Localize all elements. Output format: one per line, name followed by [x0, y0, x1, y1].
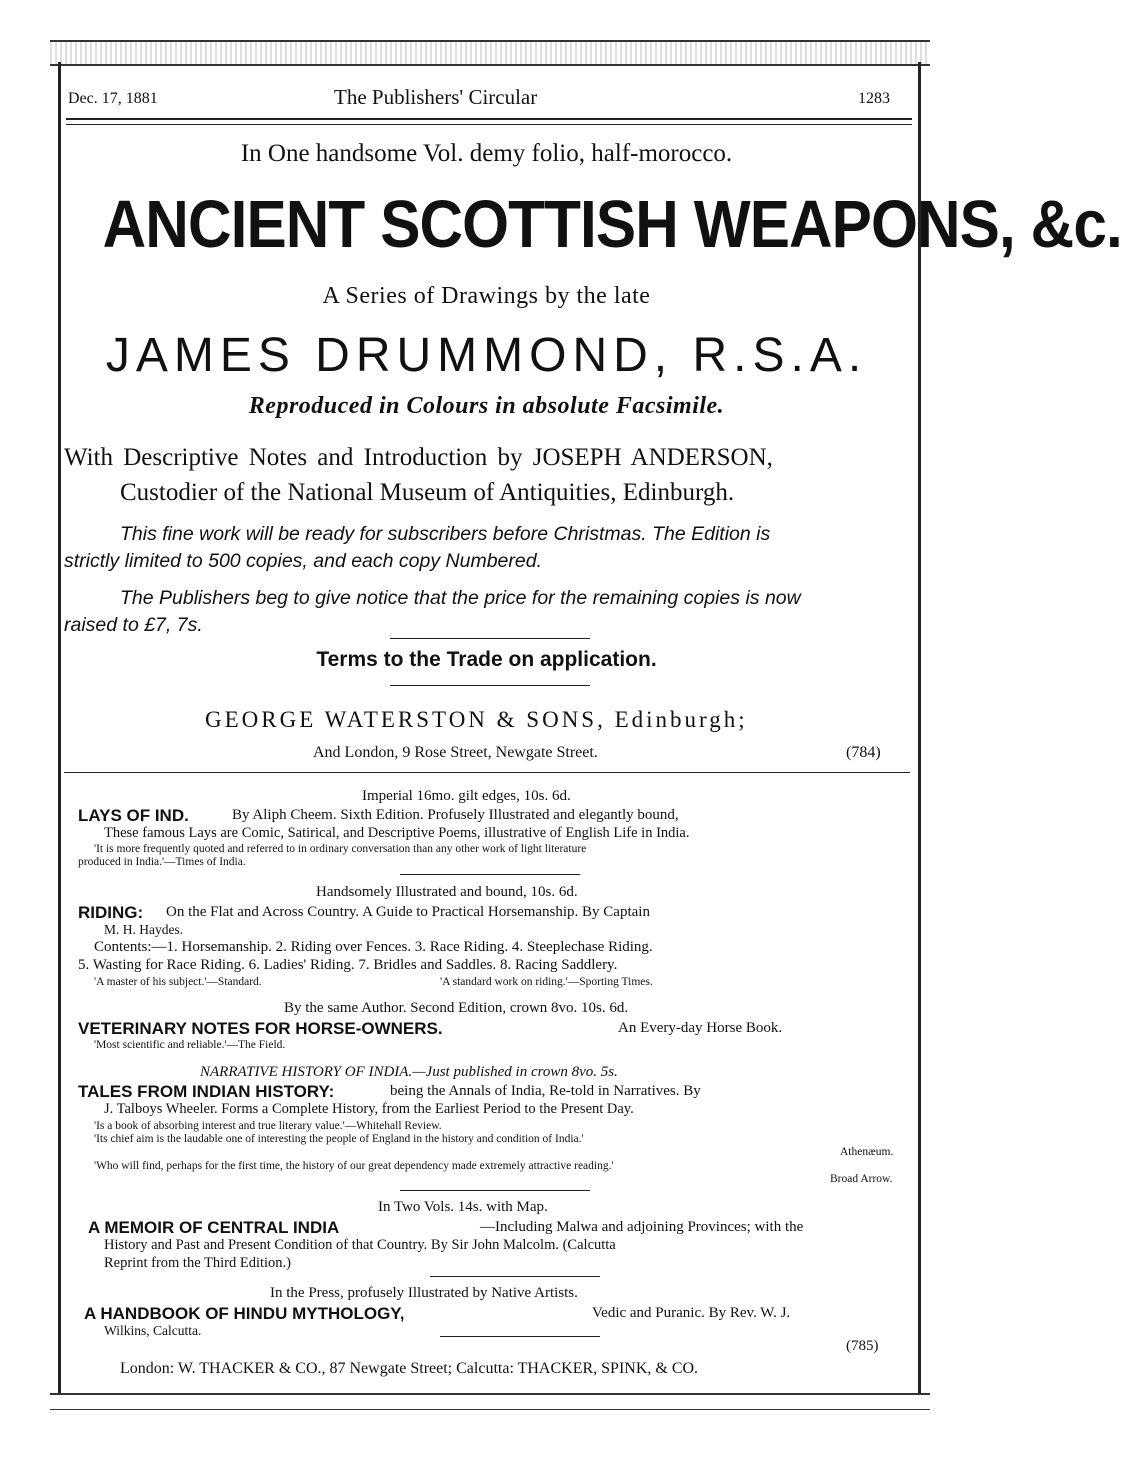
ad1-publisher: GEORGE WATERSTON & SONS, Edinburgh; [205, 707, 748, 732]
ad2-imprint: London: W. THACKER & CO., 87 Newgate Street; Calcutta: THACKER, SPINK, & CO. [120, 1360, 699, 1377]
header-rule-thin [66, 124, 912, 125]
tales-review1: 'Is a book of absorbing interest and true literary value.'—Whitehall Review. [94, 1120, 442, 1132]
ad1-notes-line1: With Descriptive Notes and Introduction by JOSEPH ANDERSON, [64, 444, 773, 471]
terms-rule-bottom [390, 685, 590, 686]
memoir-format: In Two Vols. 14s. with Map. [378, 1199, 548, 1215]
memoir-rule [430, 1276, 600, 1277]
lays-line3: 'It is more frequently quoted and referred to in ordinary conversation than any other work of light literature [94, 843, 587, 855]
ad1-reproduced: Reproduced in Colours in absolute Facsimile. [248, 393, 725, 419]
ad1-ref: (784) [846, 744, 881, 761]
ad1-terms: Terms to the Trade on application. [316, 648, 657, 671]
tales-format: NARRATIVE HISTORY OF INDIA.—Just published in crown 8vo. 5s. [200, 1064, 618, 1080]
tales-line2: J. Talboys Wheeler. Forms a Complete History, from the Earliest Period to the Present Day. [104, 1101, 634, 1117]
ad1-para2-line2: raised to £7, 7s. [64, 614, 203, 636]
lays-line2: These famous Lays are Comic, Satirical, and Descriptive Poems, illustrative of English Life in India. [104, 825, 690, 841]
bottom-ornament-band [50, 1393, 930, 1410]
tales-title: TALES FROM INDIAN HISTORY: [78, 1082, 335, 1101]
ad1-address: And London, 9 Rose Street, Newgate Street. [313, 744, 598, 761]
section-divider [64, 772, 910, 773]
ad1-series-line: A Series of Drawings by the late [322, 283, 651, 309]
vet-line1: An Every-day Horse Book. [618, 1020, 783, 1036]
riding-format: Handsomely Illustrated and bound, 10s. 6d. [316, 884, 578, 900]
tales-review3-source: Broad Arrow. [830, 1173, 893, 1185]
tales-review2-source: Athenæum. [840, 1146, 894, 1158]
hindu-line2: Wilkins, Calcutta. [104, 1323, 202, 1338]
riding-line4: 5. Wasting for Race Riding. 6. Ladies' Riding. 7. Bridles and Saddles. 8. Racing Saddlery. [78, 957, 618, 973]
lays-line1: By Aliph Cheem. Sixth Edition. Profusely Illustrated and elegantly bound, [232, 807, 679, 823]
terms-rule-top [390, 638, 590, 639]
memoir-line2: History and Past and Present Condition of that Country. By Sir John Malcolm. (Calcutta [104, 1237, 616, 1253]
riding-review2: 'A standard work on riding.'—Sporting Times. [440, 976, 653, 988]
riding-line2: M. H. Haydes. [104, 922, 184, 937]
ad1-format-line: In One handsome Vol. demy folio, half-morocco. [240, 140, 733, 167]
riding-line3: Contents:—1. Horsemanship. 2. Riding over Fences. 3. Race Riding. 4. Steeplechase Riding. [94, 939, 653, 955]
riding-line1: On the Flat and Across Country. A Guide to Practical Horsemanship. By Captain [166, 904, 650, 920]
lays-line4: produced in India.'—Times of India. [78, 856, 246, 868]
riding-title: RIDING: [78, 903, 144, 922]
tales-review3: 'Who will find, perhaps for the first time, the history of our great dependency made extremely attractive reading.' [94, 1160, 614, 1172]
ad1-para2-line1: The Publishers beg to give notice that the price for the remaining copies is now [120, 587, 801, 609]
ad1-notes-line2: Custodier of the National Museum of Antiquities, Edinburgh. [120, 479, 735, 506]
ad1-title: ANCIENT SCOTTISH WEAPONS, &c. [102, 187, 1122, 262]
lays-title: LAYS OF IND. [78, 806, 189, 825]
tales-rule [400, 1190, 590, 1191]
header-page-number: 1283 [858, 90, 890, 107]
tales-review2: 'Its chief aim is the laudable one of interesting the people of England in the history and condition of India.' [94, 1133, 584, 1145]
header-title: The Publishers' Circular [334, 85, 538, 109]
header-date: Dec. 17, 1881 [68, 90, 158, 107]
vet-review: 'Most scientific and reliable.'—The Field. [94, 1039, 286, 1051]
header-rule [66, 118, 912, 120]
ad2-ref: (785) [846, 1338, 879, 1354]
tales-line1: being the Annals of India, Re-told in Narratives. By [390, 1083, 701, 1099]
hindu-format: In the Press, profusely Illustrated by Native Artists. [270, 1285, 578, 1301]
ad1-artist: JAMES DRUMMOND, R.S.A. [105, 329, 868, 382]
lays-rule [400, 874, 580, 875]
memoir-line1: —Including Malwa and adjoining Provinces; with the [480, 1219, 804, 1235]
ad1-para1-line2: strictly limited to 500 copies, and each copy Numbered. [64, 550, 542, 572]
hindu-title: A HANDBOOK OF HINDU MYTHOLOGY, [84, 1304, 405, 1323]
ad1-para1-line1: This fine work will be ready for subscribers before Christmas. The Edition is [120, 523, 771, 545]
vet-title: VETERINARY NOTES FOR HORSE-OWNERS. [78, 1019, 443, 1038]
memoir-title: A MEMOIR OF CENTRAL INDIA [88, 1218, 340, 1237]
hindu-rule [440, 1336, 600, 1337]
hindu-line1: Vedic and Puranic. By Rev. W. J. [592, 1305, 791, 1321]
vet-format: By the same Author. Second Edition, crown 8vo. 10s. 6d. [284, 1000, 629, 1016]
lays-format: Imperial 16mo. gilt edges, 10s. 6d. [362, 788, 571, 804]
riding-review1: 'A master of his subject.'—Standard. [94, 976, 262, 988]
memoir-line3: Reprint from the Third Edition.) [104, 1255, 291, 1271]
